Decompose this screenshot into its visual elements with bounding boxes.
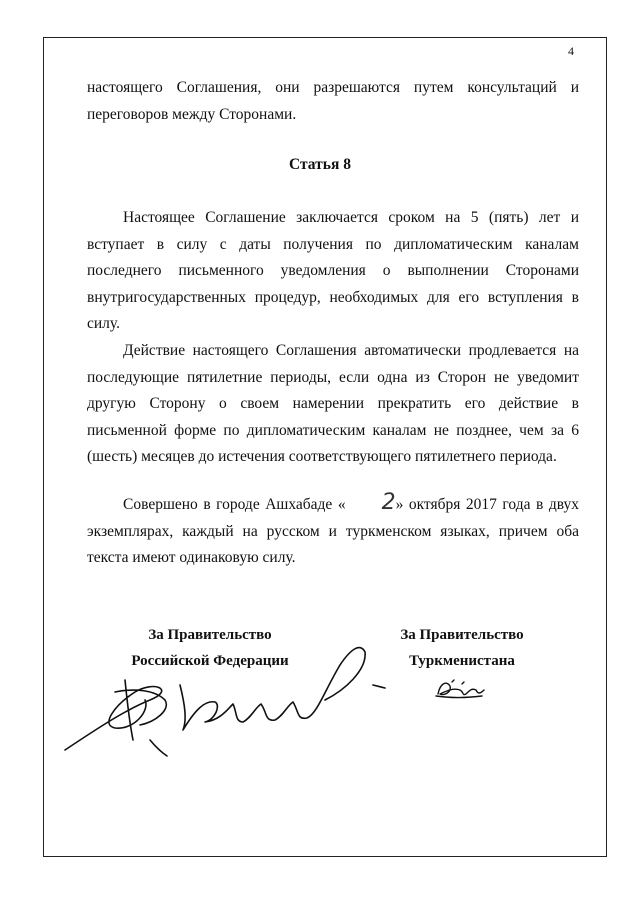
article-paragraph-2: Действие настоящего Соглашения автоматически продлевается на последующие пятилетние периоды, если одна из Сторон не уведомит другую Сторону о своем намерении прекратить его действие в письменной форме по дипломатическим каналам не позднее, чем за 6 (шесть) месяцев до истечения соответствующего пятилетнего периода.: [87, 342, 579, 465]
date-day-field: [346, 490, 396, 519]
article-paragraph-1: Настоящее Соглашение заключается сроком на 5 (пять) лет и вступает в силу с даты получения по дипломатическим каналам последнего письменного уведомления о выполнении Сторонами внутригосударственных процедур, необходимых для его вступления в силу.: [87, 209, 579, 332]
turkmen-sign-line2: Туркменистана: [409, 653, 515, 669]
article-heading: Статья 8: [289, 156, 351, 173]
page-number: 4: [568, 44, 574, 58]
closing-text-before: Совершено в городе Ашхабаде «: [123, 496, 346, 513]
continuation-paragraph: настоящего Соглашения, они разрешаются путем консультаций и переговоров между Сторонами.: [87, 79, 579, 123]
russia-sign-line1: За Правительство: [148, 627, 272, 643]
turkmen-handwritten-signature: [432, 676, 492, 704]
closing-text-after: » октября 2017 года в двух экземплярах, каждый на русском и туркменском языках, причем оба текста имеют одинаковую силу.: [87, 496, 579, 566]
russia-sign-line2: Российской Федерации: [131, 653, 289, 669]
russia-handwritten-signature: [55, 630, 395, 770]
signature-block-turkmenistan: [372, 622, 552, 674]
date-day-handwritten: 2: [381, 490, 396, 515]
closing-paragraph: [87, 490, 579, 572]
turkmen-sign-line1: За Правительство: [400, 627, 524, 643]
